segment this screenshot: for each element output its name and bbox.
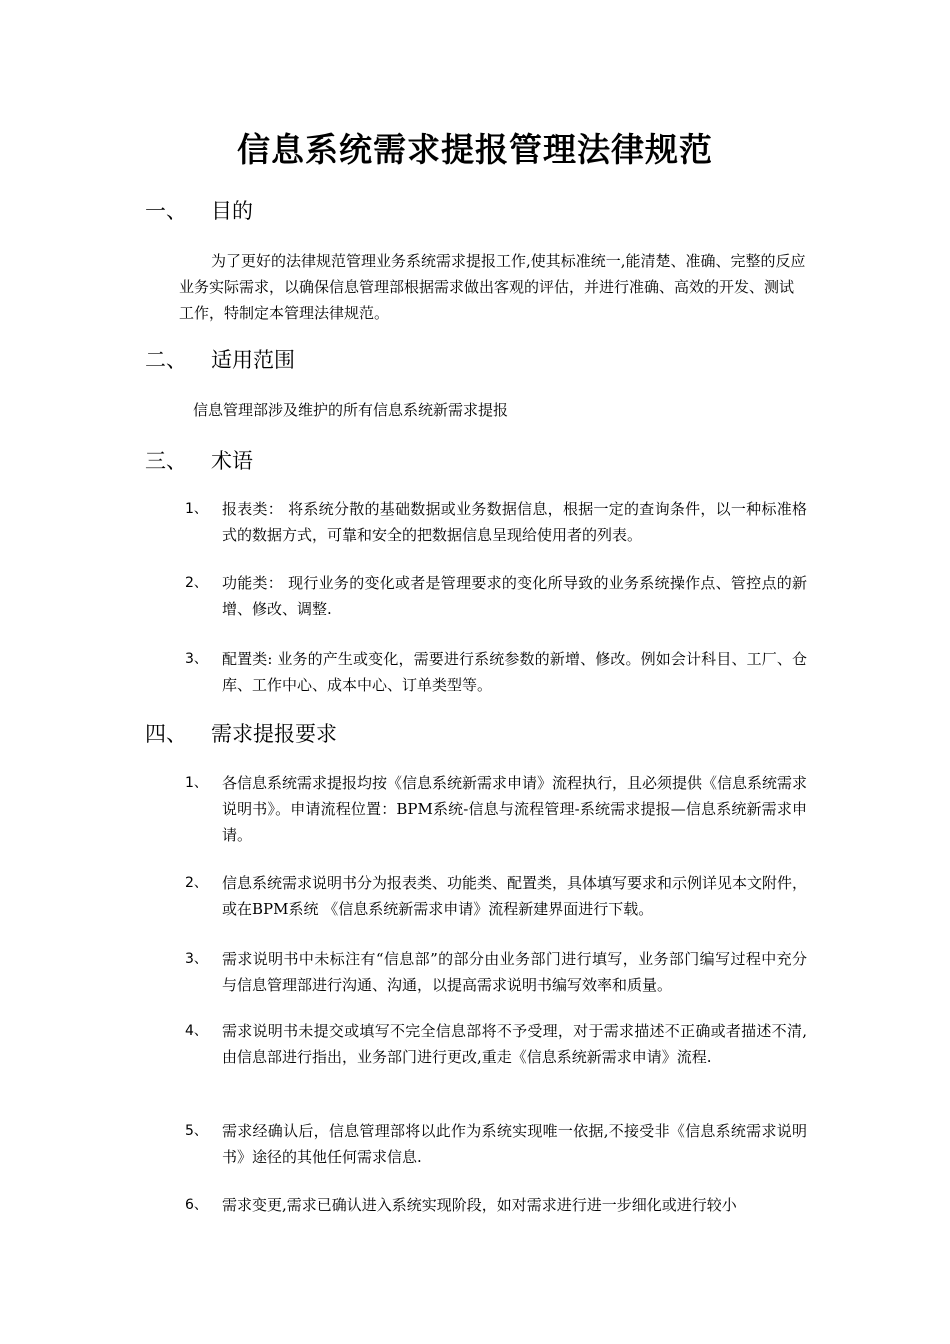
list-item <box>185 496 807 548</box>
list-item <box>185 1018 807 1070</box>
list-item <box>185 1118 807 1170</box>
list-item-text: 配置类: 业务的产生或变化，需要进行系统参数的新增、修改。例如会计科目、工厂、仓库、工作中心、成本中心、订单类型等。 <box>222 650 807 694</box>
section-number: 三、 <box>145 449 187 473</box>
section-heading-terms <box>145 446 253 476</box>
section-number: 四、 <box>145 722 187 746</box>
list-item <box>185 646 807 698</box>
list-item-text: 需求说明书未提交或填写不完全信息部将不予受理，对于需求描述不正确或者描述不清,由信息部进行指出，业务部门进行更改,重走《信息系统新需求申请》流程. <box>222 1022 807 1066</box>
section-title: 适用范围 <box>211 348 295 372</box>
list-item <box>185 1192 807 1218</box>
list-marker: 1、 <box>185 501 208 517</box>
list-item <box>185 870 807 922</box>
list-item <box>185 770 807 848</box>
section-heading-purpose <box>145 196 253 226</box>
list-item-text: 需求经确认后，信息管理部将以此作为系统实现唯一依据,不接受非《信息系统需求说明书》途径的其他任何需求信息. <box>222 1122 807 1166</box>
list-item-text: 功能类： 现行业务的变化或者是管理要求的变化所导致的业务系统操作点、管控点的新增、修改、调整. <box>222 574 807 618</box>
list-item-text: 各信息系统需求提报均按《信息系统新需求申请》流程执行，且必须提供《信息系统需求说明书》。申请流程位置：BPM系统-信息与流程管理-系统需求提报—信息系统新需求申请。 <box>222 774 808 844</box>
section-heading-scope <box>145 345 295 375</box>
section-heading-requirements <box>145 719 337 749</box>
list-marker: 1、 <box>185 775 208 791</box>
section-title: 目的 <box>211 199 253 223</box>
document-title: 信息系统需求提报管理法律规范 <box>237 130 713 169</box>
list-marker: 2、 <box>185 875 208 891</box>
section-number: 二、 <box>145 348 187 372</box>
list-item <box>185 570 807 622</box>
list-item-text: 信息系统需求说明书分为报表类、功能类、配置类，具体填写要求和示例详见本文附件，或在BPM系统 《信息系统新需求申请》流程新建界面进行下载。 <box>222 874 808 918</box>
section-paragraph: 为了更好的法律规范管理业务系统需求提报工作,使其标准统一,能清楚、准确、完整的反应业务实际需求，以确保信息管理部根据需求做出客观的评估，并进行准确、高效的开发、测试工作，特制定本管理法律规范。 <box>179 252 806 322</box>
list-marker: 3、 <box>185 651 208 667</box>
list-item-text: 需求说明书中未标注有“信息部”的部分由业务部门进行填写，业务部门编写过程中充分与信息管理部进行沟通、沟通，以提高需求说明书编写效率和质量。 <box>222 950 807 994</box>
list-marker: 2、 <box>185 575 208 591</box>
list-marker: 5、 <box>185 1123 208 1139</box>
list-item-text: 报表类： 将系统分散的基础数据或业务数据信息，根据一定的查询条件，以一种标准格式的数据方式，可靠和安全的把数据信息呈现给使用者的列表。 <box>222 500 807 544</box>
list-marker: 6、 <box>185 1197 208 1213</box>
section-paragraph: 信息管理部涉及维护的所有信息系统新需求提报 <box>193 401 509 419</box>
list-item-text: 需求变更,需求已确认进入系统实现阶段，如对需求进行进一步细化或进行较小 <box>222 1196 737 1214</box>
section-title: 需求提报要求 <box>211 722 337 746</box>
list-item <box>185 946 807 998</box>
section-title: 术语 <box>211 449 253 473</box>
list-marker: 3、 <box>185 951 208 967</box>
list-marker: 4、 <box>185 1023 208 1039</box>
section-number: 一、 <box>145 199 187 223</box>
